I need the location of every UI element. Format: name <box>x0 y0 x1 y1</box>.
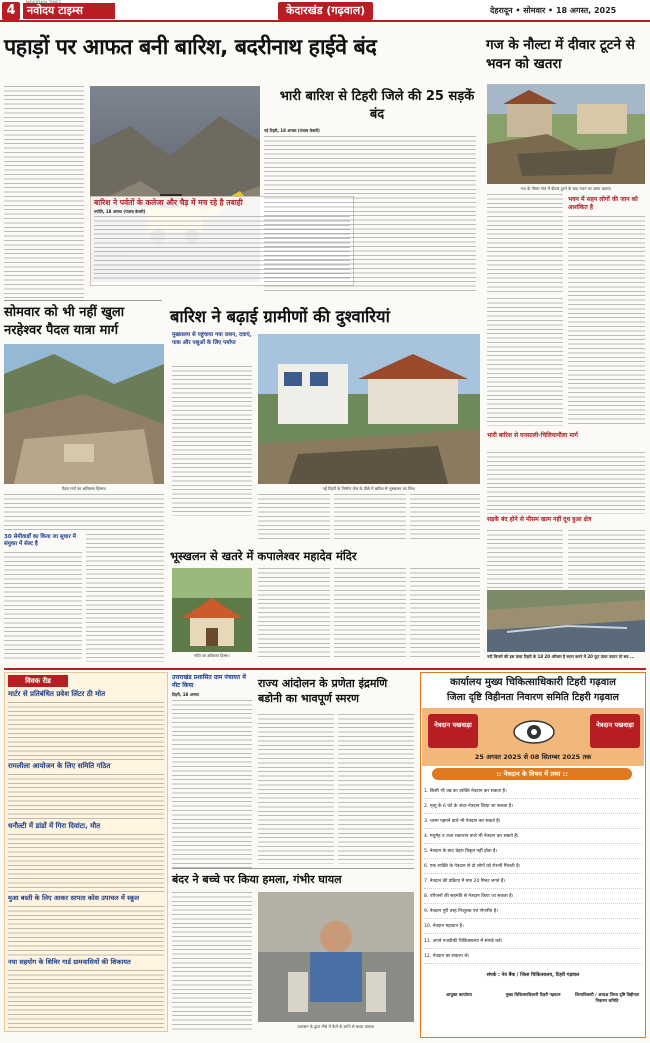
temple-photo <box>172 568 252 652</box>
ad-point: 2. मृत्यु के 6 घंटे के अंदर नेत्रदान किया जा सकता है। <box>424 799 642 814</box>
ad-point: 10. नेत्रदान महादान है। <box>424 919 642 934</box>
bottom-divider <box>4 668 646 670</box>
river-caption: नदी किनारे की इस ऊंचा टिहरी के 18 20 ऑगस्त है स्थान करने में 20 फुट ऊंचा उफान तो सत्र ... <box>487 654 635 659</box>
brief-title: विवक रीड <box>8 675 68 687</box>
ad-point: 7. नेत्रदान की प्रक्रिया में मात्र 20 मिनट लगते हैं। <box>424 874 642 889</box>
wall-text-3 <box>487 298 563 426</box>
ad-tagline: :: नेत्रदान के विषय में तथ्य :: <box>432 768 632 780</box>
pedestrian-text-2 <box>4 552 82 662</box>
lead-dateline: ज्योति, 18 अगस्त (पंजाब केसरी) <box>94 209 146 214</box>
wall-text-2 <box>568 216 645 426</box>
monkey-caption: प्रशासन के द्वारा नीचे में फैले के शाति से बच्चा घायल। <box>297 1024 375 1029</box>
ad-office: कार्यालय मुख्य चिकित्साधिकारी टिहरी गढ़वाल <box>450 677 616 688</box>
wall-text-1 <box>487 194 563 294</box>
wall-subhead: भवन में सहन लोगों की जान को आशंकित है <box>568 196 638 211</box>
ad-badge-left: नेत्रदान पखवाड़ा <box>428 714 478 748</box>
monkey-photo <box>258 892 414 1022</box>
brief-text-1 <box>8 702 164 760</box>
villagers-photo <box>258 334 480 484</box>
ad-point: 6. एक व्यक्ति के नेत्रदान से दो लोगों को रोशनी मिलती है। <box>424 859 642 874</box>
bulletin-text-3 <box>568 530 645 588</box>
bulletin-title-1: भारी बारिश से घनसाली-चिलियानौला मार्ग <box>487 432 578 439</box>
school-dateline: टिहरी, 18 अगस्त <box>172 692 199 697</box>
ad-sig-2: मुख्य चिकित्साधिकारी टिहरी गढ़वाल <box>505 992 561 997</box>
brief-text-2 <box>8 774 164 820</box>
bulletin-text-2 <box>487 530 563 588</box>
villagers-headline: बारिश ने बढ़ाई ग्रामीणों की दुश्वारियां <box>170 307 390 326</box>
landslide-text-2 <box>334 568 406 660</box>
pedestrian-subhead: 30 सेमीवार्डों का किया जा सुधार में संयुक्त में सेल्ट है <box>4 534 76 547</box>
wall-caption: गज के नौल्टा गांव में दीवार टूटने के बाद भवन पर आया खतरा। <box>520 186 612 191</box>
page-number: 4 <box>2 2 20 20</box>
brief-text-3 <box>8 834 164 892</box>
brief-text-4 <box>8 906 164 956</box>
temple-caption: मंदिर का क्षतिग्रस्त हिस्सा। <box>194 653 230 658</box>
villagers-text-4 <box>410 494 480 540</box>
pedestrian-headline: सोमवार को भी नहीं खुला नरहेश्वर पैदल यात्रा मार्ग <box>4 305 125 338</box>
bulletin-title-2: सड़कें बंद होने से मौसम खत्म नहीं दूध हुआ क्षेत्र <box>487 516 592 523</box>
pedestrian-caption: पैदल मार्ग का क्षतिग्रस्त हिस्सा। <box>61 486 107 491</box>
tribute-text-2 <box>338 714 414 864</box>
villagers-text-2 <box>258 494 330 540</box>
ad-point: 5. नेत्रदान के बाद चेहरा विकृत नहीं होता है। <box>424 844 642 859</box>
river-photo <box>487 590 645 652</box>
ad-points <box>424 784 642 964</box>
section-title: केदारखंड (गढ़वाल) <box>278 2 373 20</box>
brief-item-5: नया सहयोग के शिविर गार्ड ग्रामवासियों की शिकायत <box>8 958 131 966</box>
ad-point: 8. परिजनों की सहमति से नेत्रदान किया जा सकता है। <box>424 889 642 904</box>
monkey-headline: बंदर ने बच्चे पर किया हमला, गंभीर घायल <box>172 873 342 886</box>
lead-subhead: बारिश ने पर्वतों के कलेजा और चैड़ में मच रहे है तबाही <box>94 198 243 207</box>
roads-dateline: नई टिहरी, 18 अगस्त (पंजाब केसरी) <box>264 128 320 133</box>
ad-contact: संपर्क : नेत्र बैंक / जिला चिकित्सालय, टिहरी गढ़वाल <box>486 973 580 978</box>
bulletin-text-1 <box>487 452 645 514</box>
villagers-caption: नई टिहरी के निर्माण जेल के पीछे में बारिश से भूस्खलन का चित्र। <box>322 486 416 491</box>
pedestrian-text-3 <box>86 534 164 662</box>
wall-headline: गज के नौल्टा में दीवार टूटने से भवन को खतरा <box>486 37 635 72</box>
tribute-text-1 <box>258 714 334 864</box>
ad-point: 11. अपने नजदीकी चिकित्सालय में संपर्क करें। <box>424 934 642 949</box>
landslide-text-1 <box>258 568 330 660</box>
roads-headline: भारी बारिश से टिहरी जिले की 25 सड़कें बंद <box>279 89 475 122</box>
villagers-text <box>172 366 252 516</box>
issue-date: देहरादून • सोमवार • 18 अगस्त, 2025 <box>490 6 617 15</box>
ad-date-range: 25 अगस्त 2025 से 08 सितम्बर 2025 तक <box>474 753 592 761</box>
brief-item-2: रामलीला आयोजन के लिए समिति गठित <box>8 762 111 770</box>
school-text <box>172 700 252 868</box>
landslide-headline: भूस्खलन से खतरे में कपालेश्वर महादेव मंदिर <box>170 549 357 563</box>
ad-sig-1: आयुक्त कार्यालय <box>446 992 472 997</box>
brief-item-1: मार्टर से प्रतिबंधित प्रवेश लिंटर ठी मोत <box>8 690 106 698</box>
ad-badge-right: नेत्रदान पखवाड़ा <box>590 714 640 748</box>
roads-text <box>264 136 476 294</box>
monkey-text-1 <box>172 892 252 1032</box>
ad-point: 4. मधुमेह व उच्च रक्तचाप वाले भी नेत्रदान कर सकते हैं। <box>424 829 642 844</box>
wall-photo <box>487 84 645 184</box>
villagers-text-3 <box>334 494 406 540</box>
ad-point: 12. नेत्रदान का संकल्प लें। <box>424 949 642 964</box>
newspaper-logo: नवोदय टाइम्स <box>23 3 115 19</box>
lead-headline: पहाड़ों पर आफत बनी बारिश, बदरीनाथ हाईवे बंद <box>4 35 377 60</box>
ad-point: 9. नेत्रदान पूरी तरह निःशुल्क एवं गोपनीय है। <box>424 904 642 919</box>
pedestrian-photo <box>4 344 164 484</box>
ad-point: 1. किसी भी उम्र का व्यक्ति नेत्रदान कर सकता है। <box>424 784 642 799</box>
ad-title: जिला दृष्टि विहीनता निवारण समिति टिहरी गढ़वाल <box>447 692 619 703</box>
brief-item-3: धनौल्टी में डांडों में गिरा दिवांटा, मौत <box>8 822 101 830</box>
monkey-divider <box>172 868 414 869</box>
ad-sig-3: जिलाधिकारी / अध्यक्ष जिला दृष्टि विहीनता निवारण समिति <box>574 992 640 1003</box>
tribute-headline: राज्य आंदोलन के प्रणेता इंद्रमणि बडोनी का भावपूर्ण स्मरण <box>258 677 388 705</box>
lead-text <box>4 86 84 298</box>
school-title: उत्तराखंड प्रशासित ग्राम पंचायत में मीट किया <box>172 674 246 689</box>
divider <box>4 300 162 301</box>
ad-eye-icon <box>512 712 556 752</box>
brief-text-5 <box>8 970 164 1028</box>
landslide-text-3 <box>410 568 480 660</box>
villagers-subhead: मुख्यालय से पहुंचाया गया राशन, दवाएं, पाक और पशुओं के लिए पर्याप्त <box>172 332 252 346</box>
brief-item-4: मुआ बस्ती के लिए आकर सापता कोस उपाचल में स्कूल <box>8 894 140 902</box>
pedestrian-text <box>4 494 164 532</box>
ad-point: 3. चश्मा पहनने वाले भी नेत्रदान कर सकते हैं। <box>424 814 642 829</box>
